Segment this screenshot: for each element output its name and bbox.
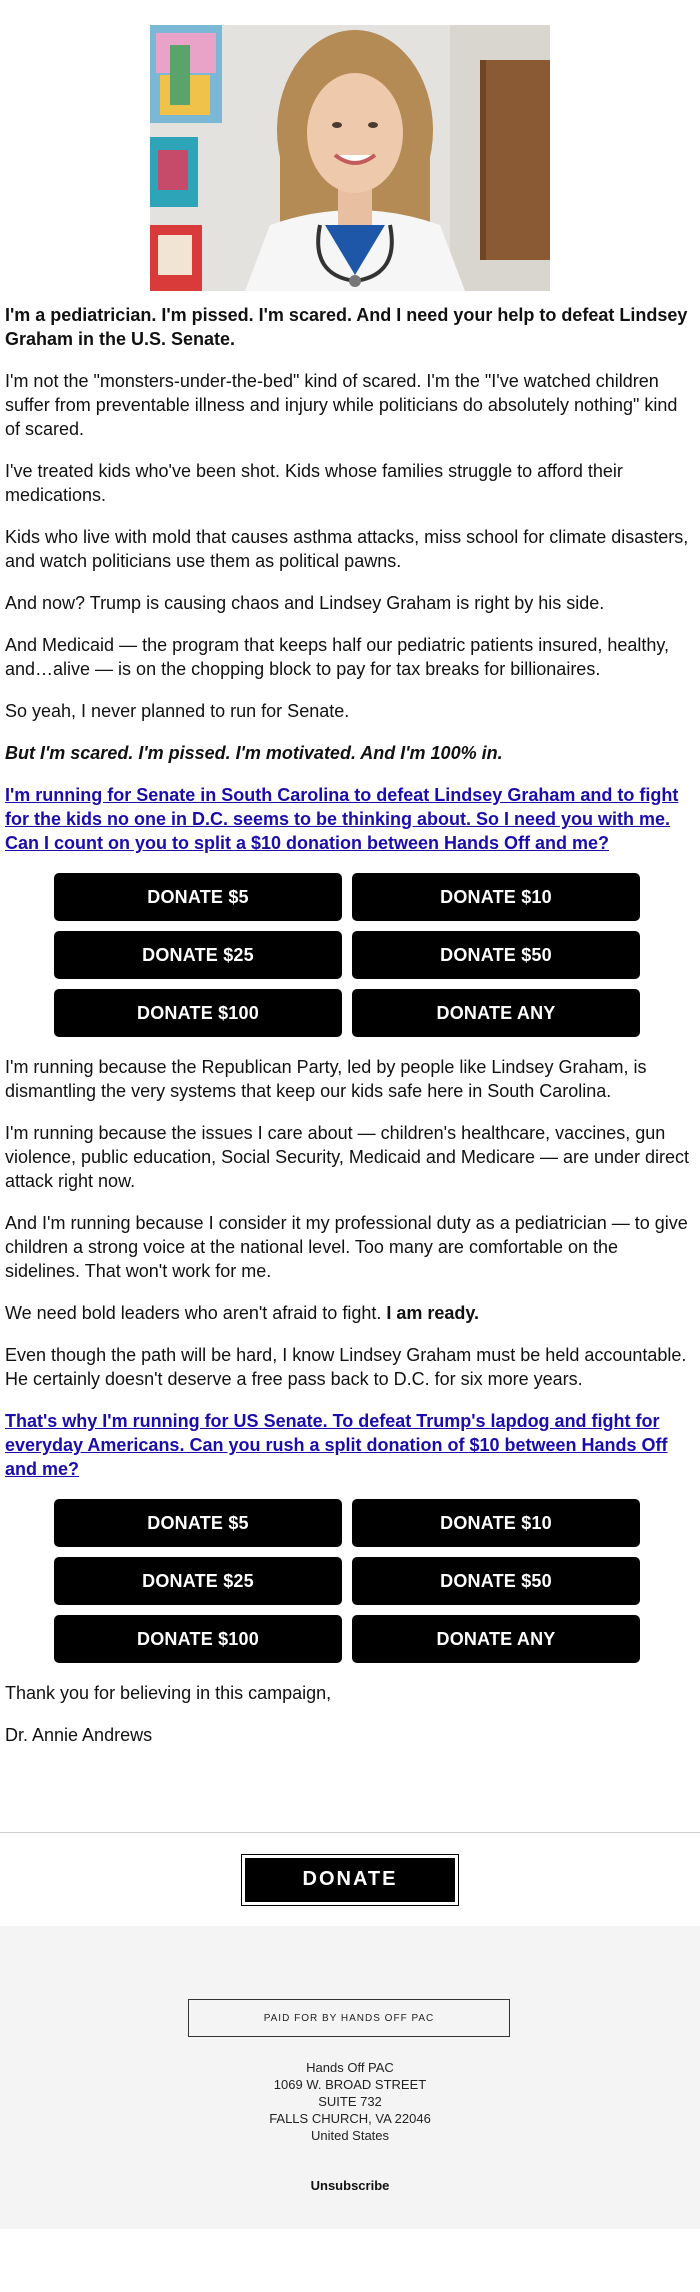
paragraph: So yeah, I never planned to run for Senate. — [5, 701, 350, 721]
footer — [0, 1926, 700, 2229]
donate-25-button[interactable]: DONATE $25 — [54, 931, 342, 979]
motivation-line: But I'm scared. I'm pissed. I'm motivated. And I'm 100% in. — [5, 743, 503, 763]
donate-50-button[interactable]: DONATE $50 — [352, 931, 640, 979]
hero-illustration — [150, 25, 550, 291]
paragraph: I'm running because the issues I care about — children's healthcare, vaccines, gun violence, public education, Social Security, Medicaid and Medicare — are under direct attack right now. — [5, 1123, 690, 1191]
paragraph: And Medicaid — the program that keeps half our pediatric patients insured, healthy, and…alive — is on the chopping block to pay for tax breaks for billionaires. — [5, 635, 670, 679]
donate-button-grid-2 — [54, 1499, 646, 1663]
unsubscribe-link[interactable]: Unsubscribe — [310, 2178, 390, 2193]
mailing-address — [0, 2059, 700, 2144]
donate-10-button[interactable]: DONATE $10 — [352, 873, 640, 921]
donate-100-button[interactable]: DONATE $100 — [54, 1615, 342, 1663]
hero-photo — [150, 25, 550, 291]
thanks-line: Thank you for believing in this campaign, — [5, 1683, 332, 1703]
paid-for-disclaimer: PAID FOR BY HANDS OFF PAC — [188, 1999, 510, 2037]
donate-button-grid — [54, 873, 646, 1037]
donate-any-button[interactable]: DONATE ANY — [352, 989, 640, 1037]
email-body — [0, 303, 700, 1747]
address-line: SUITE 732 — [318, 2094, 382, 2109]
paragraph: Even though the path will be hard, I know Lindsey Graham must be held accountable. He certainly doesn't deserve a free pass back to D.C. for six more years. — [5, 1345, 687, 1389]
donate-cta-section — [0, 1833, 700, 1926]
donate-100-button[interactable]: DONATE $100 — [54, 989, 342, 1037]
big-donate-button[interactable]: DONATE — [242, 1855, 458, 1905]
donation-ask-link-2[interactable]: That's why I'm running for US Senate. To defeat Trump's lapdog and fight for everyday Americans. Can you rush a split donation of $10 between Hands Off and me? — [5, 1411, 668, 1479]
donate-10-button[interactable]: DONATE $10 — [352, 1499, 640, 1547]
bold-leaders-paragraph — [5, 1301, 695, 1325]
donation-ask-link[interactable]: I'm running for Senate in South Carolina to defeat Lindsey Graham and to fight for the kids no one in D.C. seems to be thinking about. So I need you with me. Can I count on you to split a $10 donation between Hands Off and me? — [5, 785, 679, 853]
paragraph: I've treated kids who've been shot. Kids whose families struggle to afford their medications. — [5, 461, 623, 505]
address-line: FALLS CHURCH, VA 22046 — [269, 2111, 431, 2126]
hero-section — [0, 0, 700, 303]
paragraph: I'm not the "monsters-under-the-bed" kind of scared. I'm the "I've watched children suffer from preventable illness and injury while politicians do absolutely nothing" kind of scared. — [5, 371, 678, 439]
donate-5-button[interactable]: DONATE $5 — [54, 873, 342, 921]
donate-50-button[interactable]: DONATE $50 — [352, 1557, 640, 1605]
donate-any-button[interactable]: DONATE ANY — [352, 1615, 640, 1663]
paragraph: And I'm running because I consider it my professional duty as a pediatrician — to give children a strong voice at the national level. Too many are comfortable on the sidelines. That won't work for me. — [5, 1213, 688, 1281]
bold-leaders-strong: I am ready. — [386, 1303, 480, 1323]
paragraph: Kids who live with mold that causes asthma attacks, miss school for climate disasters, and watch politicians use them as political pawns. — [5, 527, 689, 571]
signature: Dr. Annie Andrews — [5, 1725, 153, 1745]
address-line: 1069 W. BROAD STREET — [273, 2077, 427, 2092]
address-line: United States — [310, 2128, 390, 2143]
donate-25-button[interactable]: DONATE $25 — [54, 1557, 342, 1605]
headline: I'm a pediatrician. I'm pissed. I'm scared. And I need your help to defeat Lindsey Graham in the U.S. Senate. — [5, 305, 688, 349]
bold-leaders-text: We need bold leaders who aren't afraid to fight. — [5, 1303, 387, 1323]
paragraph: And now? Trump is causing chaos and Lindsey Graham is right by his side. — [5, 593, 605, 613]
address-line: Hands Off PAC — [306, 2060, 394, 2075]
paragraph: I'm running because the Republican Party, led by people like Lindsey Graham, is dismantling the very systems that keep our kids safe here in South Carolina. — [5, 1057, 647, 1101]
donate-5-button[interactable]: DONATE $5 — [54, 1499, 342, 1547]
